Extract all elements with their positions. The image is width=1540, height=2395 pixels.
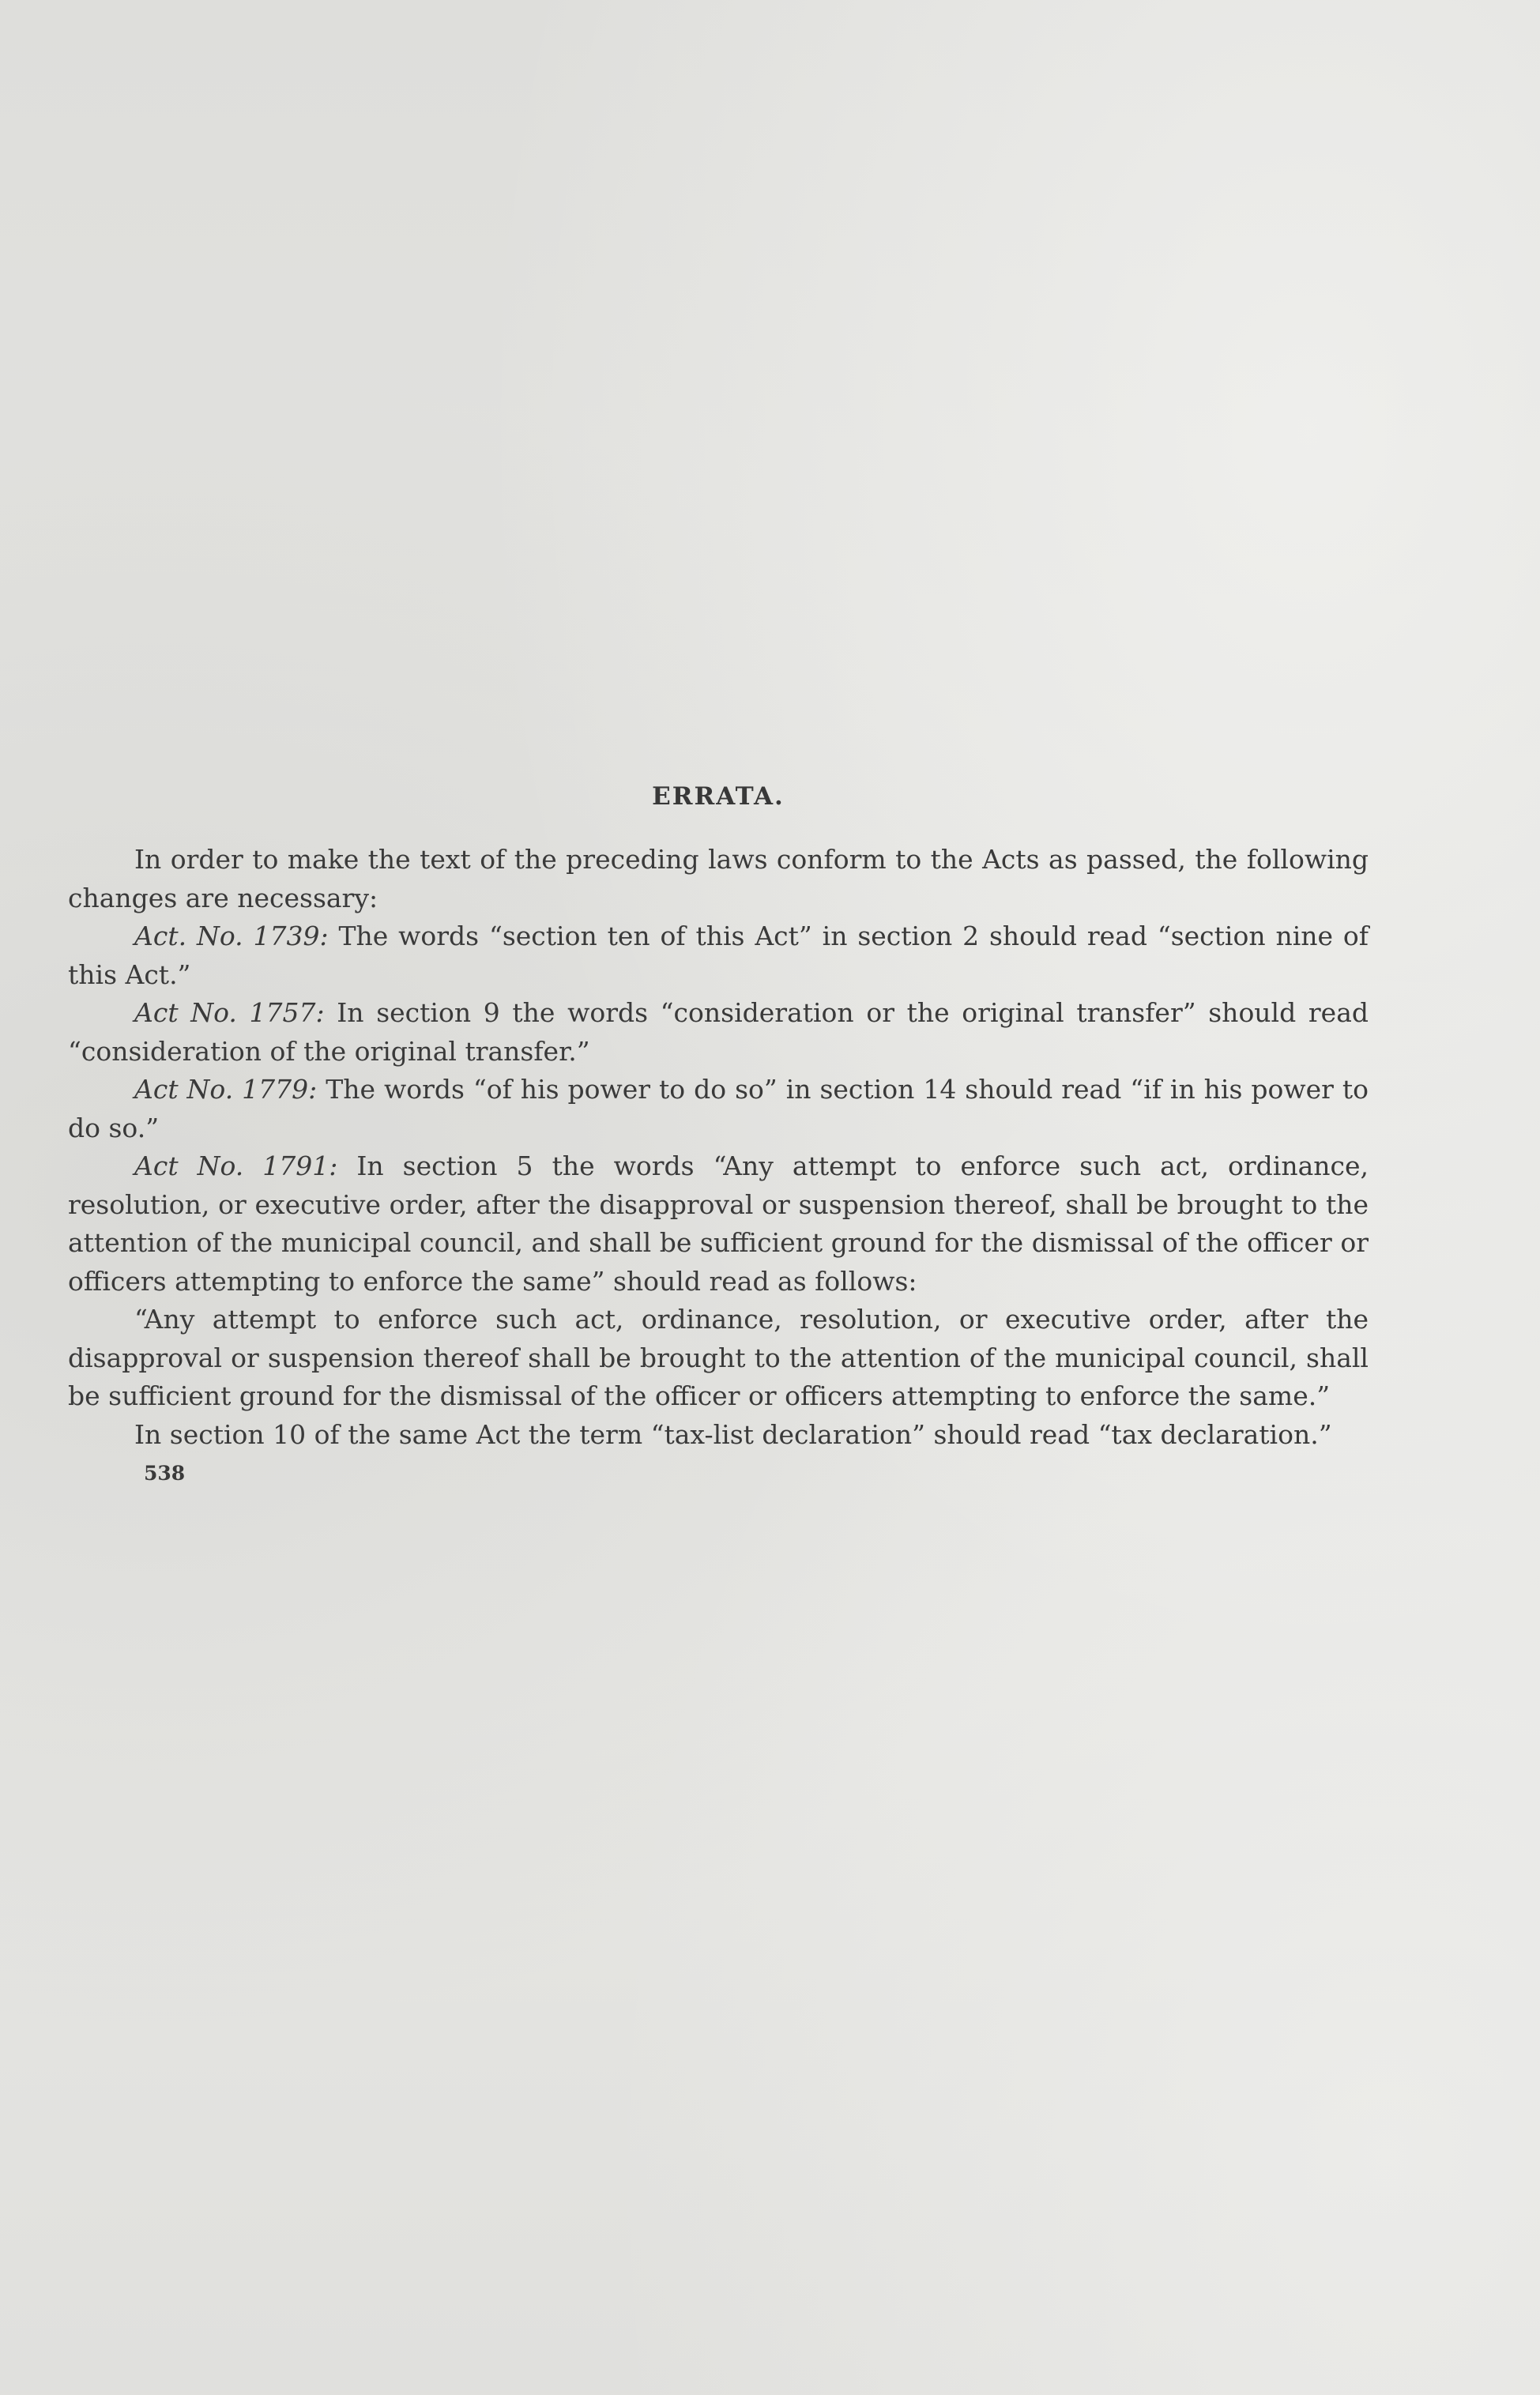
errata-entry-section-10 <box>68 1416 1369 1455</box>
errata-entry-act-1779 <box>68 1071 1369 1147</box>
paragraph-text: In section 9 the words “consideration or the original transfer” should read “consideration of the original transfer.” <box>68 997 1369 1067</box>
page-title: ERRATA. <box>652 782 785 811</box>
errata-corrected-quote <box>68 1301 1369 1416</box>
paragraph-text: “Any attempt to enforce such act, ordinance, resolution, or executive order, after the disapproval or suspension thereof shall be brought to the attention of the municipal council, shall be sufficient ground for the dismissal of the officer or officers attempting to enforce the same.” <box>68 1304 1369 1411</box>
paragraph-text: The words “section ten of this Act” in section 2 should read “section nine of this Act.” <box>68 921 1369 990</box>
page-number: 538 <box>144 1462 186 1485</box>
errata-entry-act-1739 <box>68 917 1369 994</box>
errata-intro-paragraph <box>68 841 1369 917</box>
paragraph-text: The words “of his power to do so” in section 14 should read “if in his power to do so.” <box>68 1074 1369 1143</box>
act-reference: Act No. 1779: <box>134 1074 318 1105</box>
errata-entry-act-1757 <box>68 994 1369 1071</box>
paragraph-text: In section 10 of the same Act the term “tax-list declaration” should read “tax declaration.” <box>134 1418 1332 1450</box>
act-reference: Act No. 1791: <box>134 1150 338 1181</box>
errata-entry-act-1791 <box>68 1147 1369 1301</box>
errata-section <box>68 782 1369 1485</box>
paragraph-text: In order to make the text of the preceding laws conform to the Acts as passed, the following changes are necessary: <box>68 844 1369 913</box>
act-reference: Act No. 1757: <box>134 997 325 1028</box>
paragraph-text: In section 5 the words “Any attempt to enforce such act, ordinance, resolution, or executive order, after the disapproval or suspension thereof, shall be brought to the attention of the municipal council, and shall be sufficient ground for the dismissal of the officer or officers attempting to enforce the same” should read as follows: <box>68 1150 1369 1297</box>
act-reference: Act. No. 1739: <box>134 921 329 951</box>
